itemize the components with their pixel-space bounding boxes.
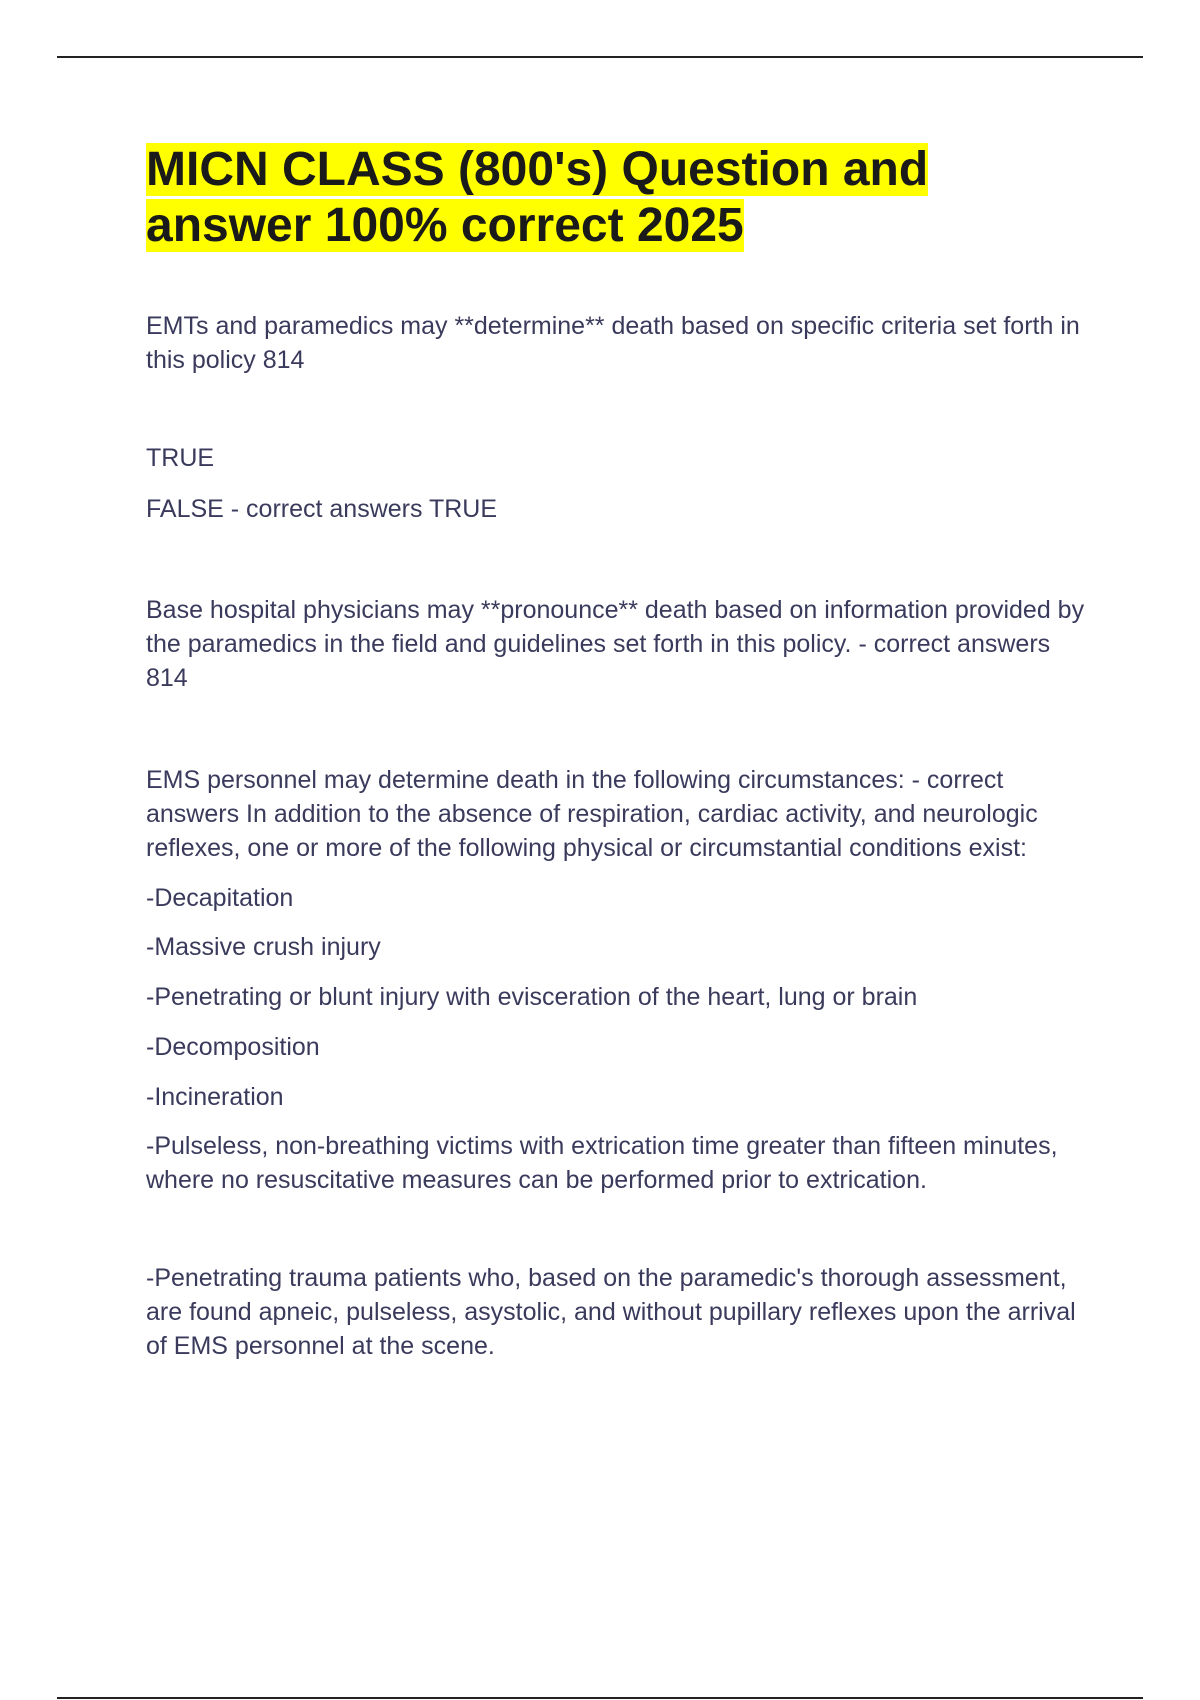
q2-text: Base hospital physicians may **pronounce** death based on information provided by the paramedics in the field and guidelines set forth in this policy. - correct answers 814 — [146, 596, 1092, 692]
q3-item: -Decapitation — [146, 884, 294, 912]
q1-question: EMTs and paramedics may **determine** death based on specific criteria set forth in this policy 814 — [146, 312, 1087, 374]
q3-text: EMS personnel may determine death in the following circumstances: - correct answers In addition to the absence of respiration, cardiac activity, and neurologic reflexes, one or more of the following physical or circumstantial conditions exist: — [146, 766, 1045, 862]
q3-item: -Pulseless, non-breathing victims with extrication time greater than fifteen minutes, where no resuscitative measures can be performed prior to extrication. — [146, 1132, 1065, 1194]
bottom-rule — [57, 1697, 1143, 1699]
title-line-2: answer 100% correct 2025 — [146, 199, 744, 252]
q3-item: -Decomposition — [146, 1033, 320, 1061]
q3-item: -Massive crush injury — [146, 933, 381, 961]
document-body — [146, 142, 1096, 1363]
q3-item: -Incineration — [146, 1083, 284, 1111]
q3-followup: -Penetrating trauma patients who, based on the paramedic's thorough assessment, are found apneic, pulseless, asystolic, and without pupillary reflexes upon the arrival of EMS personnel at the scene. — [146, 1264, 1083, 1360]
q1-option-false-answer: FALSE - correct answers TRUE — [146, 495, 498, 523]
top-rule — [57, 56, 1143, 58]
document-title — [146, 142, 1096, 254]
q1-option-true: TRUE — [146, 444, 215, 472]
q3-item: -Penetrating or blunt injury with evisceration of the heart, lung or brain — [146, 983, 918, 1011]
title-line-1: MICN CLASS (800's) Question and — [146, 143, 929, 196]
